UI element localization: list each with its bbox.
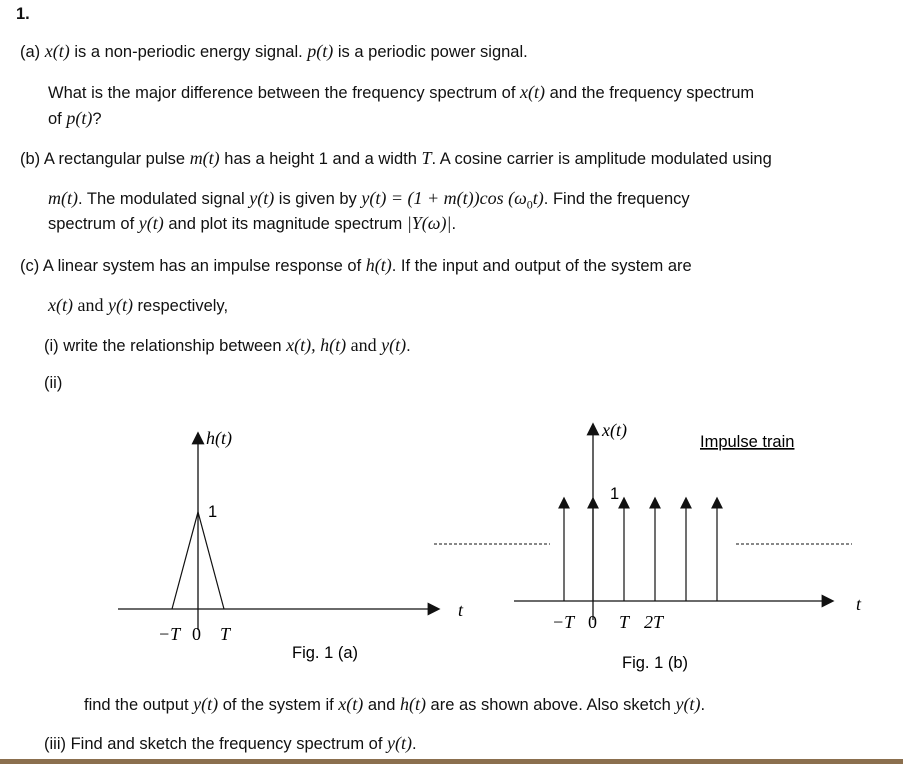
fig1b-caption: Fig. 1 (b) [622, 654, 689, 672]
fig1a-caption: Fig. 1 (a) [292, 644, 359, 662]
fig1b-tick-zero: 0 [588, 612, 597, 632]
fig1b-height-label: 1 [610, 485, 620, 503]
bottom-rule [0, 759, 903, 764]
part-c-sub-iii: (iii) Find and sketch the frequency spectrum of y(t). [44, 733, 417, 753]
fig1a-xlabel: t [458, 600, 464, 620]
fig1a-ylabel: h(t) [206, 428, 232, 448]
find-output-text: find the output y(t) of the system if x(t) and h(t) are as shown above. Also sketch y(t). [84, 694, 706, 714]
part-c-sub-ii: (ii) [44, 374, 63, 392]
fig1a-tick-neg-t: −T [158, 624, 181, 644]
fig1b-tick-2t: 2T [644, 612, 664, 632]
part-b-line3: spectrum of y(t) and plot its magnitude spectrum |Y(ω)|. [48, 213, 457, 233]
fig1b-xlabel: t [856, 594, 862, 614]
part-b-line2: m(t). The modulated signal y(t) is given by y(t) = (1 + m(t))cos $(\omega_0t)$. Find the frequency [48, 188, 690, 212]
part-c-line2: x(t) and y(t) respectively, [48, 295, 229, 315]
part-a-line2: What is the major difference between the frequency spectrum of x(t) and the frequency spectrum [48, 82, 755, 102]
part-c-sub-i: (i) write the relationship between x(t), h(t) and y(t). [44, 335, 411, 355]
part-b-line1: (b) A rectangular pulse m(t) has a height 1 and a width T. A cosine carrier is amplitude modulated using [20, 148, 772, 168]
fig1b-tick-neg-t: −T [552, 612, 575, 632]
fig1a-height-label: 1 [208, 503, 218, 521]
fig1b-title: Impulse train [700, 433, 795, 451]
figure-1b [430, 415, 870, 680]
fig1b-tick-t: T [619, 612, 630, 632]
fig1a-tick-zero: 0 [192, 624, 201, 644]
fig1b-ylabel: x(t) [602, 420, 627, 440]
fig1a-tick-t: T [220, 624, 231, 644]
part-a-line3: of p(t)? [48, 108, 102, 128]
figure-1a [100, 420, 470, 670]
part-a-line1: (a) x(t) is a non-periodic energy signal. p(t) is a periodic power signal. [20, 41, 528, 61]
problem-number: 1. [16, 5, 30, 23]
part-c-line1: (c) A linear system has an impulse response of h(t). If the input and output of the system are [20, 255, 692, 275]
